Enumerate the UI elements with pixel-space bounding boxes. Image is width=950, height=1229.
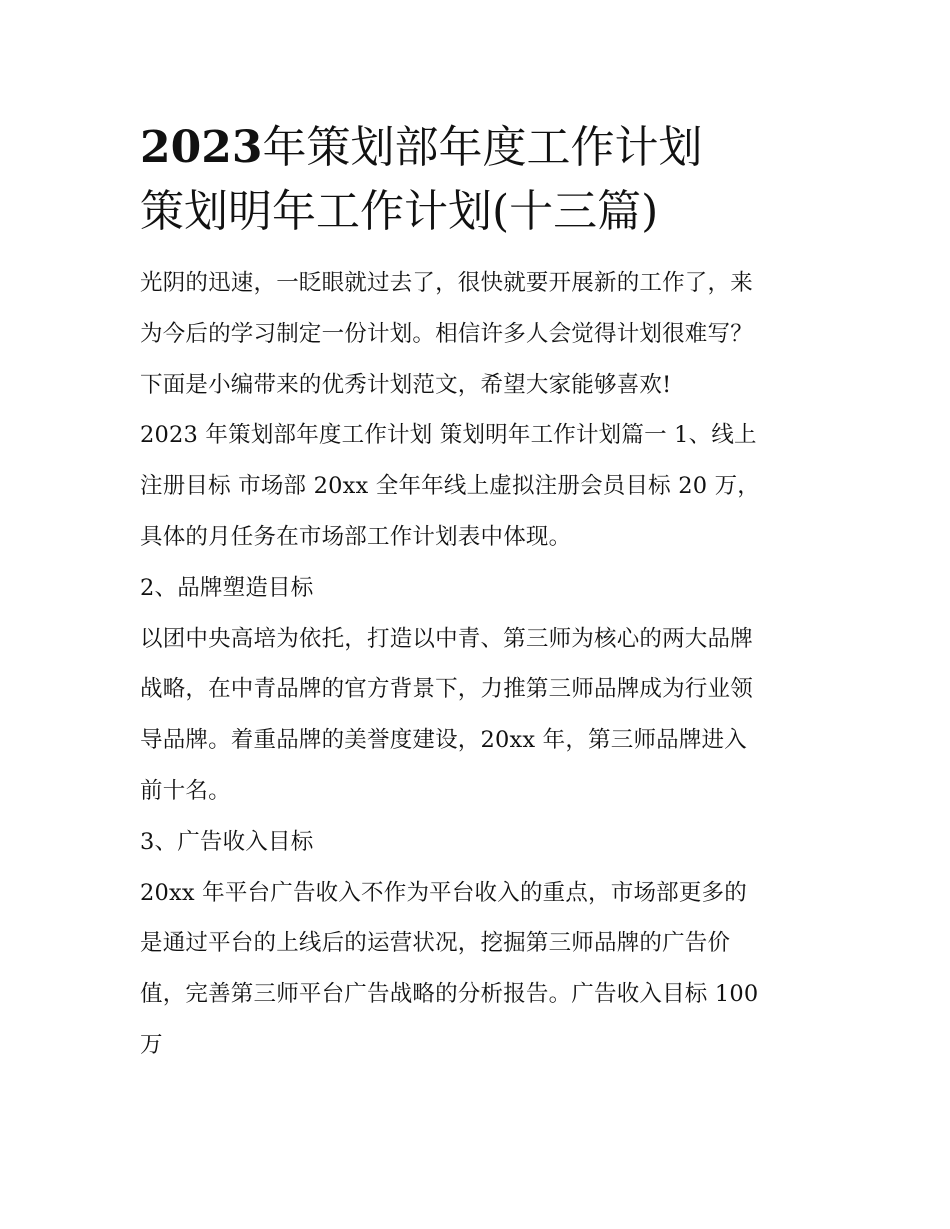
text-line: 前十名。 [140,777,231,804]
text-line: 具体的月任务在市场部工作计划表中体现。 [140,523,572,550]
text-line: 为今后的学习制定一份计划。相信许多人会觉得计划很难写？ [140,320,753,347]
section3-heading [140,817,820,868]
text-line: 注册目标 市场部 20xx 全年年线上虚拟注册会员目标 20 万， [140,473,761,500]
section2-heading [140,563,820,614]
section3-paragraph [140,868,820,1071]
text-line: 光阴的迅速，一眨眼就过去了，很快就要开展新的工作了，来 [140,270,753,296]
text-line: 万 [140,1031,163,1058]
document-body [140,116,820,1071]
text-line: 20xx 年平台广告收入不作为平台收入的重点，市场部更多的 [140,879,747,906]
text-line: 下面是小编带来的优秀计划范文，希望大家能够喜欢! [140,371,672,398]
text-line: 2023 年策划部年度工作计划 策划明年工作计划篇一 1、线上 [140,422,757,449]
text-line: 导品牌。着重品牌的美誉度建设，20xx 年，第三师品牌进入 [140,727,747,754]
section2-paragraph [140,614,820,817]
title-year: 2023 [140,122,263,173]
intro-paragraph [140,258,820,410]
title-line-1 [140,116,820,180]
section-heading: 2、品牌塑造目标 [140,574,314,601]
section1-paragraph [140,410,820,562]
section-heading: 3、广告收入目标 [140,828,314,855]
text-line: 值，完善第三师平台广告战略的分析报告。广告收入目标 100 [140,981,759,1008]
page-title [140,116,820,244]
text-line: 战略，在中青品牌的官方背景下，力推第三师品牌成为行业领 [140,676,753,703]
title-line-2: 策划明年工作计划(十三篇) [140,186,659,237]
text-line: 是通过平台的上线后的运营状况，挖掘第三师品牌的广告价 [140,930,731,957]
text-line: 以团中央高培为依托，打造以中青、第三师为核心的两大品牌 [140,625,753,652]
title-text: 年策划部年度工作计划 [262,122,703,173]
